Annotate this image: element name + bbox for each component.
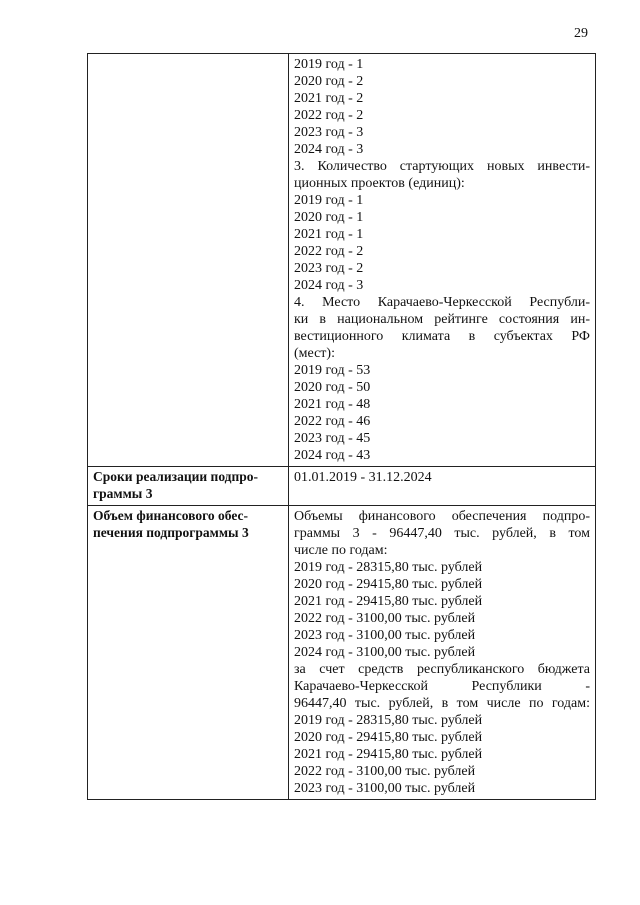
text-line: 2022 год - 46 [294, 414, 371, 429]
value-cell-funding [289, 506, 596, 800]
text-line: 2019 год - 1 [294, 193, 364, 208]
label-line: Объем финансового обес- [93, 508, 249, 523]
text-line: 2020 год - 2 [294, 74, 364, 89]
value-cell-period [289, 467, 596, 506]
text-line: 2019 год - 28315,80 тыс. рублей [294, 560, 483, 575]
text-line: Карачаево-Черкесской Республики - [294, 679, 590, 694]
table-row [88, 54, 596, 467]
table-row [88, 506, 596, 800]
text-line: 2022 год - 3100,00 тыс. рублей [294, 764, 476, 779]
text-line: 2019 год - 28315,80 тыс. рублей [294, 713, 483, 728]
text-line: ки в национальном рейтинге состояния ин- [294, 312, 590, 327]
period-value: 01.01.2019 - 31.12.2024 [294, 470, 432, 485]
label-line: Сроки реализации подпро- [93, 469, 259, 484]
text-line: 2020 год - 29415,80 тыс. рублей [294, 730, 483, 745]
text-line: 3. Количество стартующих новых инвести- [294, 159, 590, 174]
text-line: 96447,40 тыс. рублей, в том числе по годам: [294, 696, 590, 711]
text-line: 2022 год - 3100,00 тыс. рублей [294, 611, 476, 626]
label-cell-funding [88, 506, 289, 800]
text-line: ционных проектов (единиц): [294, 176, 465, 191]
text-line: 2024 год - 3 [294, 278, 364, 293]
text-line: 2024 год - 3100,00 тыс. рублей [294, 645, 476, 660]
text-line: Объемы финансового обеспечения подпро- [294, 509, 590, 524]
text-line: 2021 год - 2 [294, 91, 364, 106]
passport-table [87, 53, 596, 800]
table-row [88, 467, 596, 506]
text-line: 2023 год - 2 [294, 261, 364, 276]
text-line: 2021 год - 1 [294, 227, 364, 242]
value-cell-indicators [289, 54, 596, 467]
text-line: 2023 год - 45 [294, 431, 371, 446]
label-cell [88, 54, 289, 467]
text-line: 2020 год - 50 [294, 380, 371, 395]
label-line: граммы 3 [93, 486, 153, 501]
text-line: 2021 год - 29415,80 тыс. рублей [294, 747, 483, 762]
text-line: граммы 3 - 96447,40 тыс. рублей, в том [294, 526, 590, 541]
text-line: 2019 год - 53 [294, 363, 371, 378]
text-line: вестиционного климата в субъектах РФ [294, 329, 590, 344]
text-line: 4. Место Карачаево-Черкесской Республи- [294, 295, 590, 310]
text-line: 2022 год - 2 [294, 108, 364, 123]
text-line: 2021 год - 29415,80 тыс. рублей [294, 594, 483, 609]
text-line: 2022 год - 2 [294, 244, 364, 259]
text-line: 2021 год - 48 [294, 397, 371, 412]
text-line: 2019 год - 1 [294, 57, 364, 72]
label-line: печения подпрограммы 3 [93, 525, 249, 540]
text-line: (мест): [294, 346, 335, 361]
text-line: 2023 год - 3100,00 тыс. рублей [294, 628, 476, 643]
page-number: 29 [574, 26, 588, 41]
text-line: 2023 год - 3100,00 тыс. рублей [294, 781, 476, 796]
text-line: 2020 год - 1 [294, 210, 364, 225]
text-line: числе по годам: [294, 543, 388, 558]
text-line: 2024 год - 43 [294, 448, 371, 463]
text-line: 2020 год - 29415,80 тыс. рублей [294, 577, 483, 592]
text-line: за счет средств республиканского бюджета [294, 662, 590, 677]
label-cell-period [88, 467, 289, 506]
text-line: 2024 год - 3 [294, 142, 364, 157]
text-line: 2023 год - 3 [294, 125, 364, 140]
